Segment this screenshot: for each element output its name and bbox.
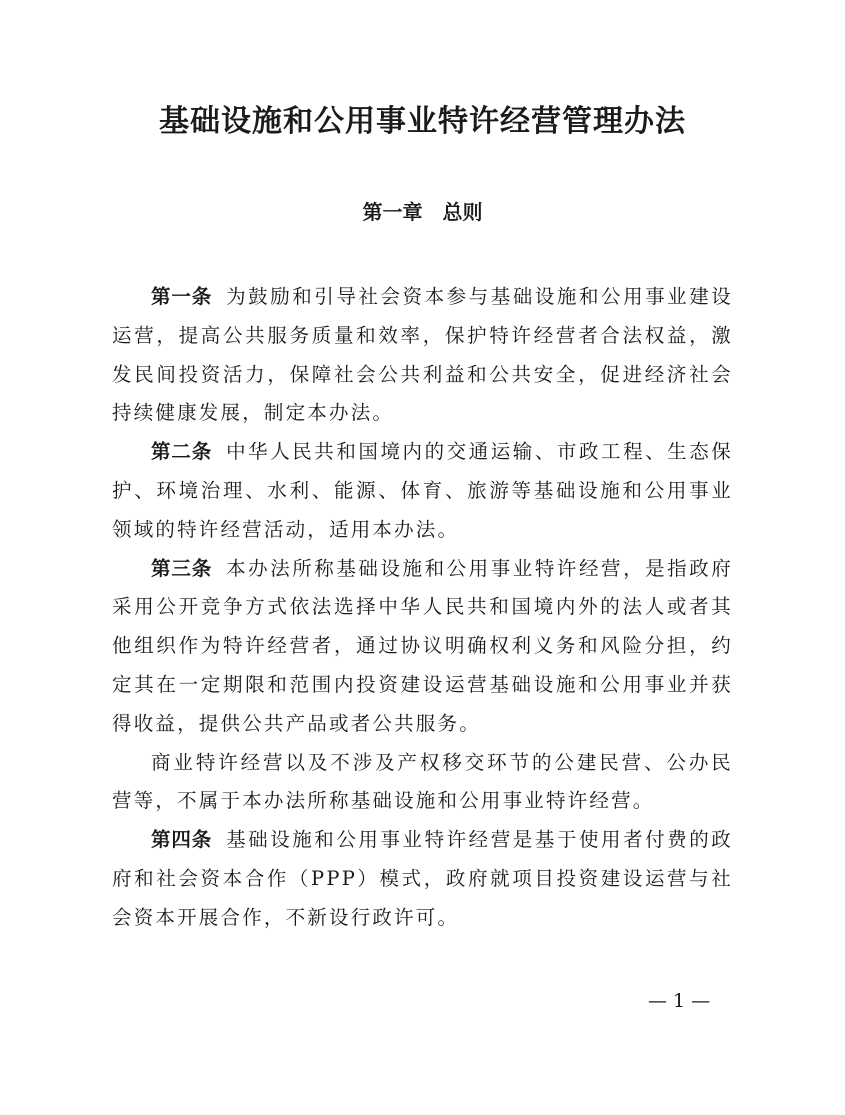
article-label: 第一条 bbox=[151, 285, 213, 308]
article-2 bbox=[112, 433, 733, 549]
article-3-paragraph-2 bbox=[112, 744, 733, 822]
article-label: 第二条 bbox=[151, 440, 213, 464]
document-body bbox=[112, 278, 733, 938]
article-text: 中华人民共和国境内的交通运输、市政工程、生态保护、环境治理、水利、能源、体育、旅游等基础设施和公用事业领域的特许经营活动，适用本办法。 bbox=[112, 440, 733, 541]
article-text: 本办法所称基础设施和公用事业特许经营，是指政府采用公开竞争方式依法选择中华人民共和国境内外的法人或者其他组织作为特许经营者，通过协议明确权利义务和风险分担，约定其在一定期限和范围内投资建设运营基础设施和公用事业并获得收益，提供公共产品或者公共服务。 bbox=[112, 556, 733, 735]
article-text: 为鼓励和引导社会资本参与基础设施和公用事业建设运营，提高公共服务质量和效率，保护特许经营者合法权益，激发民间投资活力，保障社会公共利益和公共安全，促进经济社会持续健康发展，制定本办法。 bbox=[112, 285, 733, 425]
paragraph-text: 商业特许经营以及不涉及产权移交环节的公建民营、公办民营等，不属于本办法所称基础设施和公用事业特许经营。 bbox=[112, 750, 733, 813]
article-1 bbox=[112, 278, 733, 433]
article-label: 第三条 bbox=[151, 556, 213, 580]
article-text: 基础设施和公用事业特许经营是基于使用者付费的政府和社会资本合作（PPP）模式，政府就项目投资建设运营与社会资本开展合作，不新设行政许可。 bbox=[112, 828, 733, 929]
page-number: — 1 — bbox=[648, 990, 711, 1012]
chapter-heading: 第一章 总则 bbox=[362, 200, 483, 224]
document-title: 基础设施和公用事业特许经营管理办法 bbox=[159, 104, 686, 139]
article-3 bbox=[112, 550, 733, 744]
article-label: 第四条 bbox=[151, 828, 213, 852]
article-4 bbox=[112, 821, 733, 937]
